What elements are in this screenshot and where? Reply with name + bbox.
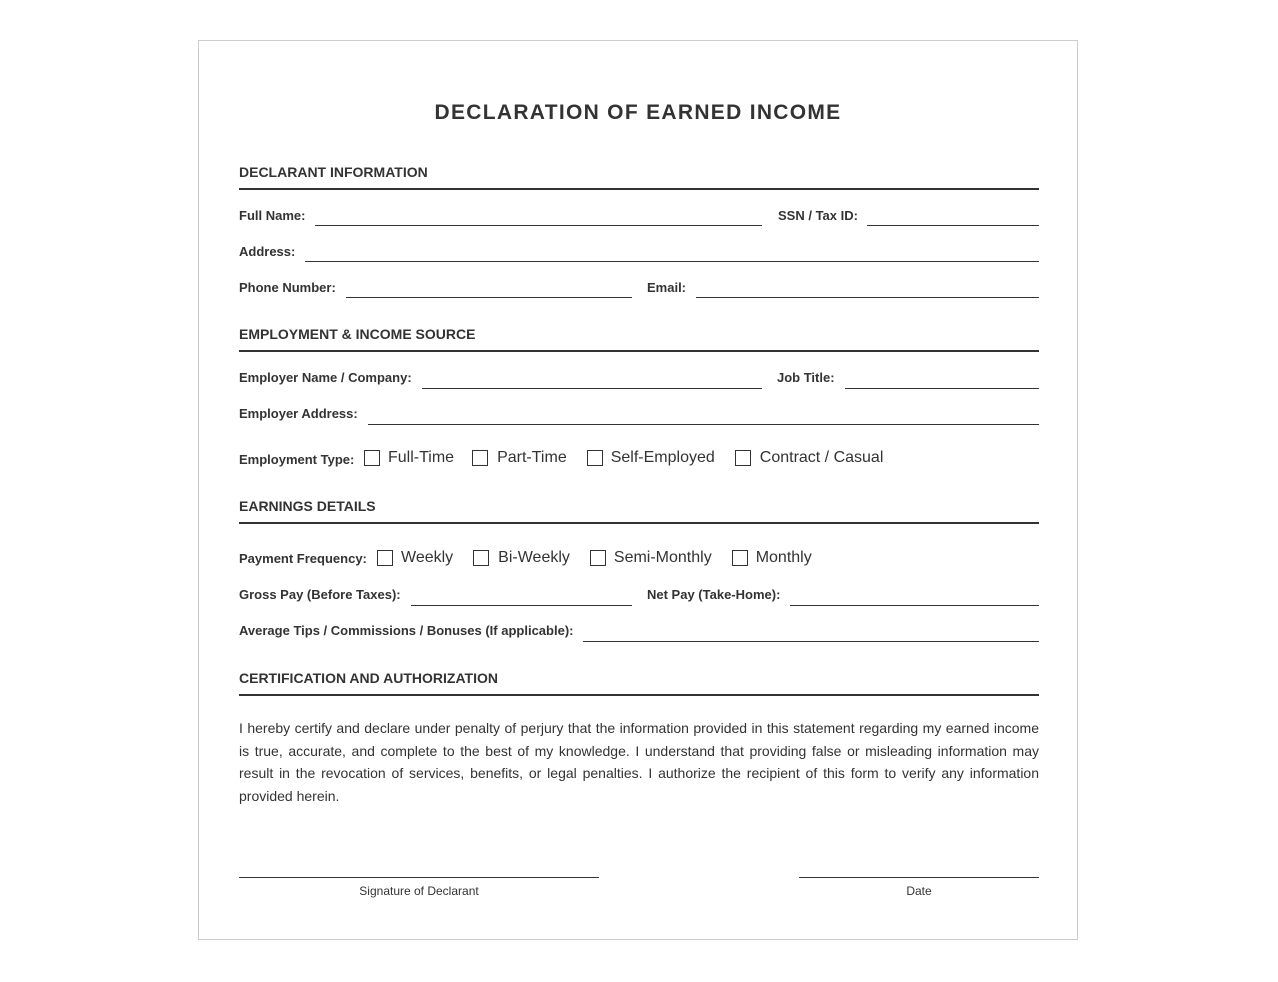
checkbox-monthly[interactable] [732,550,748,566]
phone-label: Phone Number: [239,280,336,295]
option-label-weekly: Weekly [401,549,454,566]
job-title-field[interactable] [845,371,1039,389]
date-line[interactable] [799,876,1039,878]
signature-caption: Signature of Declarant [359,884,479,898]
net-pay-field[interactable] [790,588,1039,606]
job-title-label: Job Title: [777,370,835,385]
checkbox-weekly[interactable] [377,550,393,566]
checkbox-full-time[interactable] [364,450,380,466]
ssn-field[interactable] [867,208,1039,226]
section-heading-certification: CERTIFICATION AND AUTHORIZATION [239,670,1039,696]
employer-address-label: Employer Address: [239,406,358,421]
tips-label: Average Tips / Commissions / Bonuses (If applicable): [239,623,574,638]
section-heading-earnings: EARNINGS DETAILS [239,498,1039,524]
employer-address-field[interactable] [368,407,1039,425]
employment-type-label: Employment Type: [239,452,355,467]
checkbox-semi-monthly[interactable] [590,550,606,566]
full-name-label: Full Name: [239,208,306,223]
payment-frequency-options [377,549,812,567]
checkbox-self-employed[interactable] [587,450,603,466]
option-label-contract-casual: Contract / Casual [759,449,884,466]
section-heading-declarant: DECLARANT INFORMATION [239,164,1039,190]
employer-name-label: Employer Name / Company: [239,370,412,385]
option-label-monthly: Monthly [755,549,812,566]
form-title: DECLARATION OF EARNED INCOME [434,101,842,124]
gross-pay-field[interactable] [411,588,632,606]
address-field[interactable] [305,244,1039,262]
gross-pay-label: Gross Pay (Before Taxes): [239,587,401,602]
date-caption: Date [906,884,932,898]
form-page [198,40,1078,940]
tips-field[interactable] [583,624,1039,642]
payment-frequency-label: Payment Frequency: [239,551,367,566]
option-label-full-time: Full-Time [388,449,455,466]
option-label-bi-weekly: Bi-Weekly [498,549,570,566]
email-label: Email: [647,280,687,295]
option-label-self-employed: Self-Employed [610,449,715,466]
checkbox-part-time[interactable] [472,450,488,466]
signature-line[interactable] [239,876,599,878]
employer-name-field[interactable] [422,371,762,389]
full-name-field[interactable] [315,208,762,226]
employment-type-options [364,449,883,467]
phone-field[interactable] [346,280,632,298]
checkbox-bi-weekly[interactable] [473,550,489,566]
net-pay-label: Net Pay (Take-Home): [647,587,781,602]
email-field[interactable] [696,280,1039,298]
ssn-label: SSN / Tax ID: [778,208,858,223]
option-label-part-time: Part-Time [497,449,567,466]
address-label: Address: [239,244,296,259]
option-label-semi-monthly: Semi-Monthly [613,549,712,566]
certification-statement: I hereby certify and declare under penalty of perjury that the information provided in this statement regarding my earned income is true, accurate, and complete to the best of my knowledge. I understand that providing false or misleading information may result in the revocation of services, benefits, or legal penalties. I authorize the recipient of this form to verify any information provided herein. [239,720,1039,804]
section-heading-employment: EMPLOYMENT & INCOME SOURCE [239,326,1039,352]
checkbox-contract-casual[interactable] [735,450,751,466]
